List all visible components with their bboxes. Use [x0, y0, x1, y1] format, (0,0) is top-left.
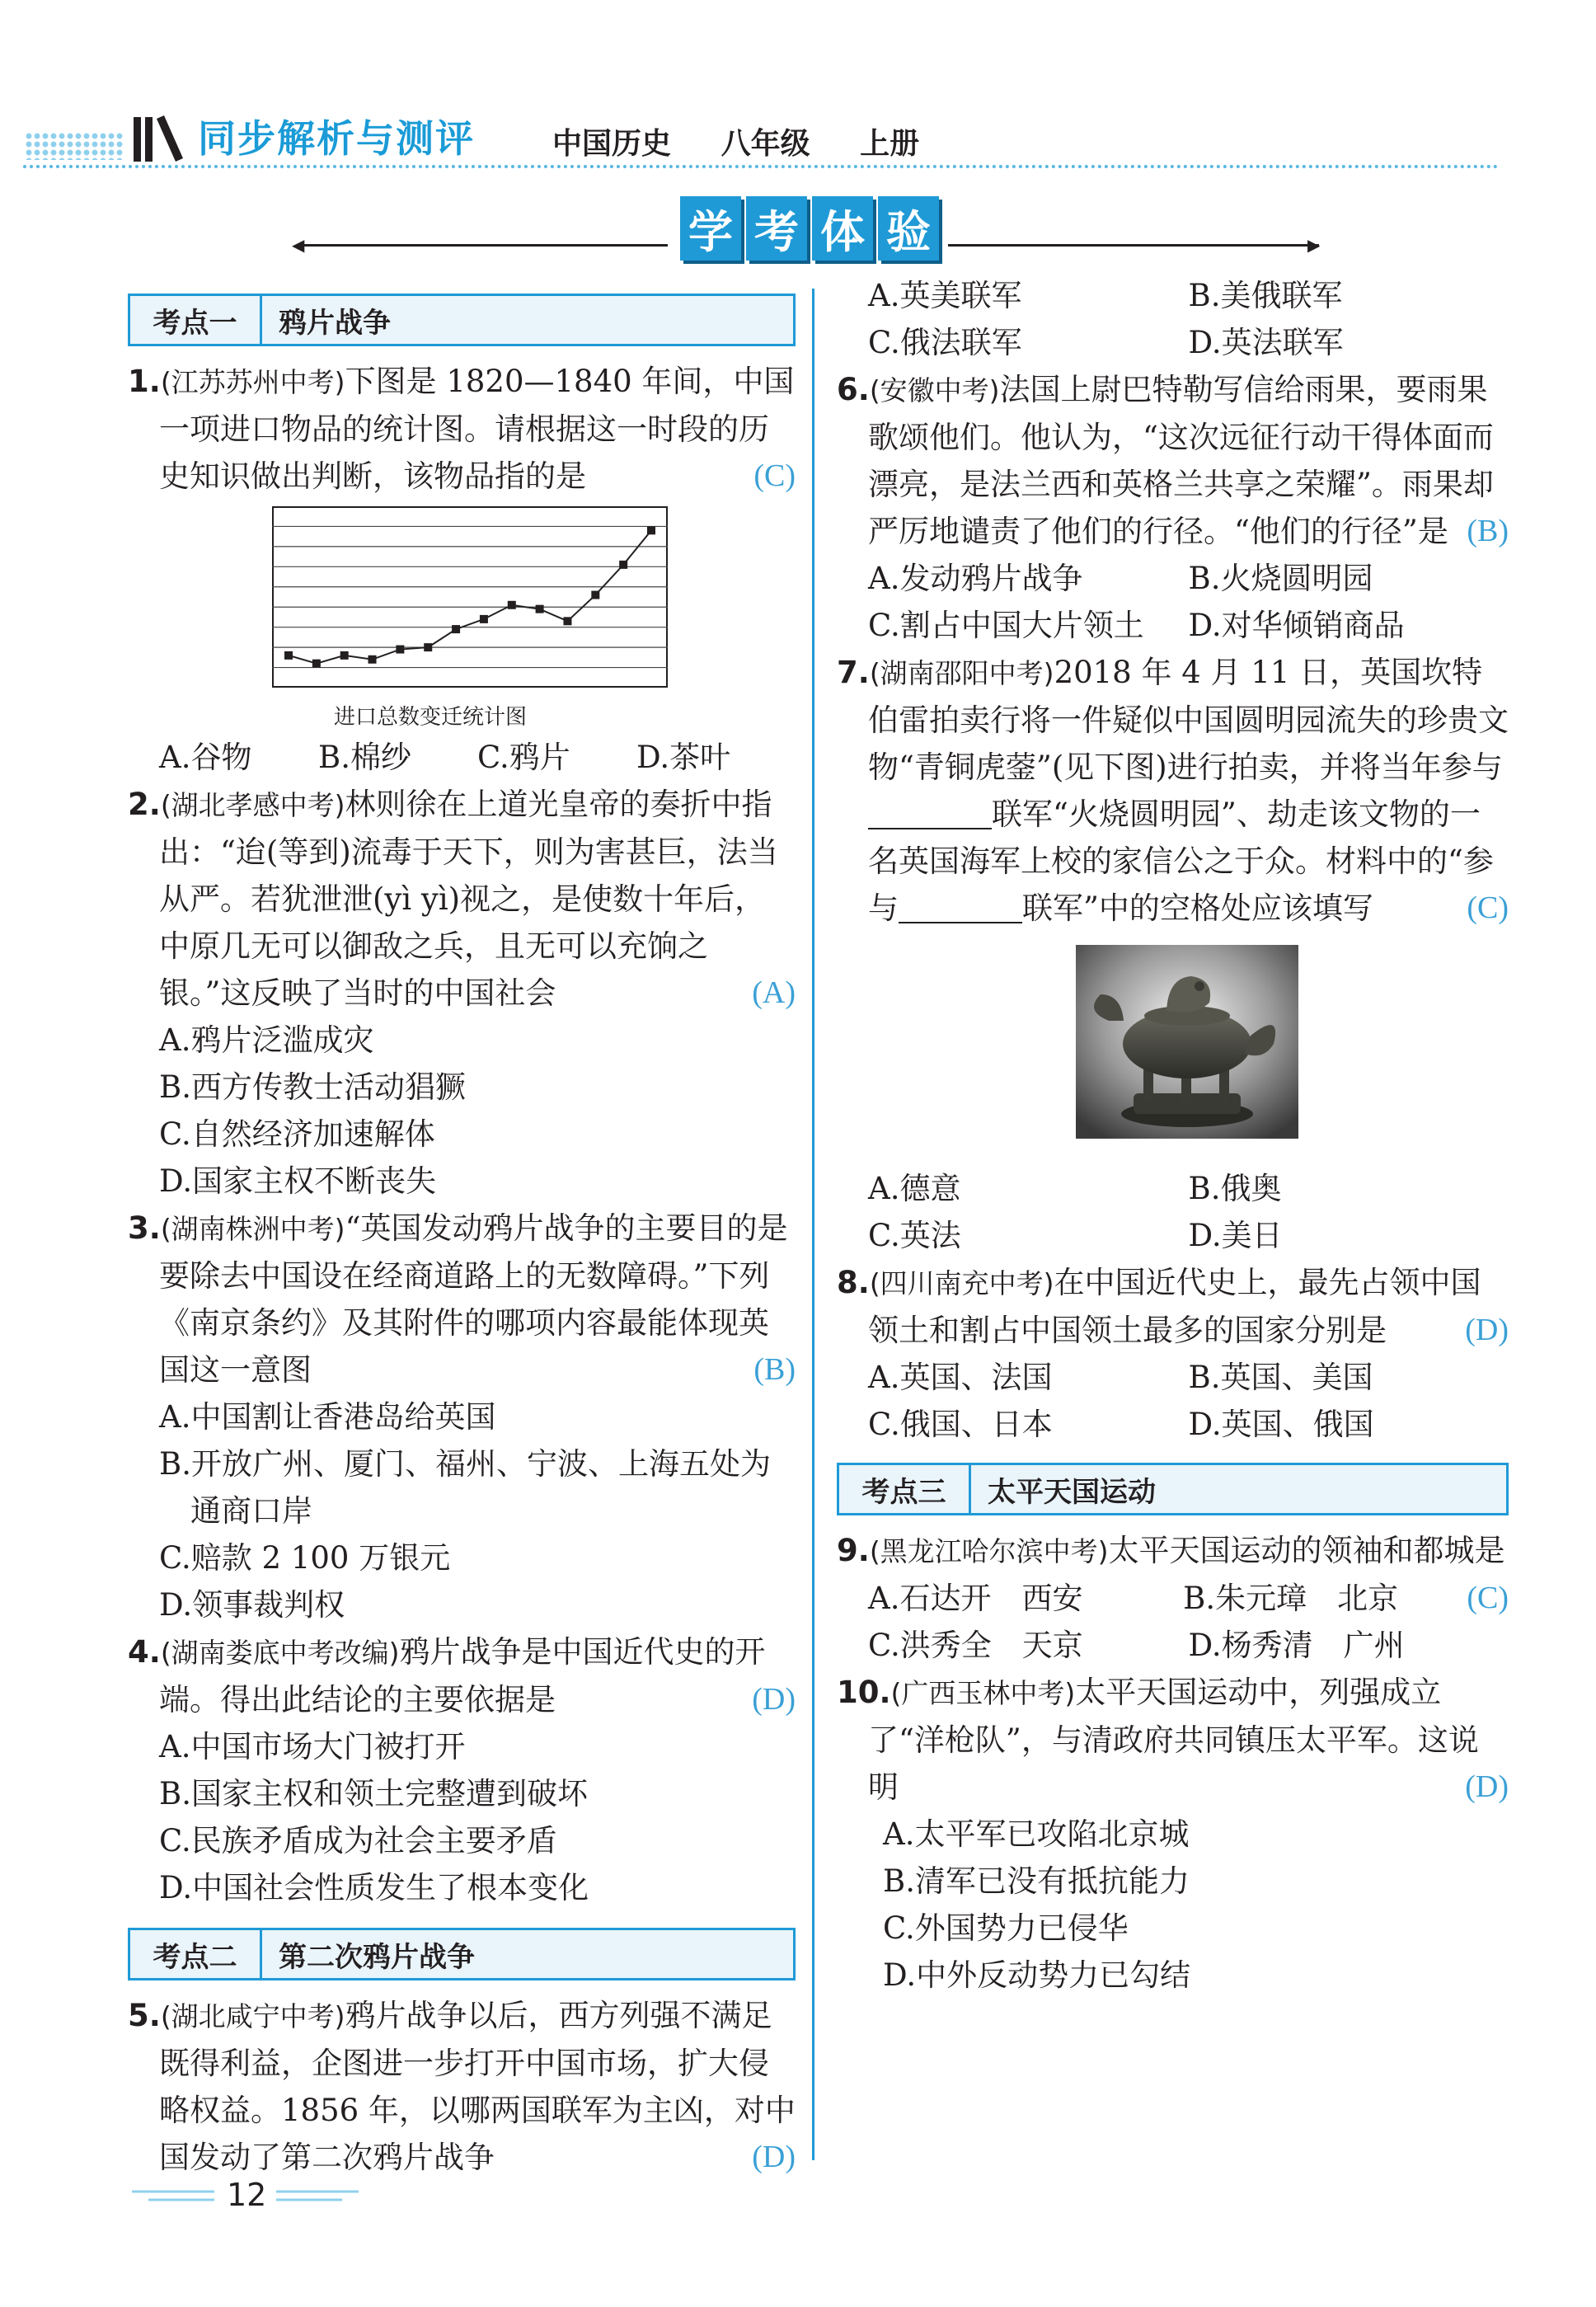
option-b: B.开放广州、厦门、福州、宁波、上海五处为通商口岸 [159, 1446, 771, 1529]
import-line-chart [272, 506, 668, 688]
left-column [128, 289, 796, 2181]
question-source: (四川南充中考) [869, 1267, 1054, 1299]
volume: 上册 [860, 127, 920, 161]
chart-point [563, 617, 571, 625]
option-b: B.火烧圆明园 [1188, 561, 1373, 596]
page-header [0, 0, 1596, 173]
question-text: 下图是 1820—1840 年间，中国一项进口物品的统计图。请根据这一时段的历史知识做出判断，该物品指的是 [159, 364, 795, 494]
question-number: 6. [837, 372, 870, 407]
option-a: A.谷物 [159, 740, 252, 775]
question-text-part-2: 联军“火烧圆明园”、劫走该文物的一名英国海军上校的家信公之于众。材料中的“参与 [868, 796, 1494, 926]
answer: (C) [753, 458, 796, 493]
question-source: (湖北孝感中考) [160, 789, 345, 821]
chart-point [284, 651, 293, 660]
series-title: 同步解析与测评 [198, 116, 475, 161]
chart-frame [273, 507, 667, 687]
question-number: 1. [128, 364, 161, 399]
dot-pattern-decoration [25, 132, 124, 160]
question-source: (江苏苏州中考) [160, 366, 345, 398]
question-number: 4. [128, 1634, 161, 1670]
subject-info [552, 120, 947, 162]
option-b: B.美俄联军 [1188, 278, 1343, 313]
page-footer [132, 2177, 379, 2218]
question-text: “英国发动鸦片战争的主要目的是要除去中国设在经商道路上的无数障碍。”下列《南京条约》及其附件的哪项内容最能体现英国这一意图 [159, 1210, 788, 1388]
question-number: 9. [837, 1533, 870, 1568]
option-c: C.自然经济加速解体 [159, 1116, 435, 1152]
chart-point [647, 526, 655, 534]
option-a: A.太平军已攻陷北京城 [883, 1816, 1190, 1852]
question-text: 太平天国运动中，列强成立了“洋枪队”，与清政府共同镇压太平军。这说明 [868, 1675, 1479, 1805]
kp-title: 第二次鸦片战争 [279, 1940, 475, 1974]
question-text: 林则徐在上道光皇帝的奏折中指出：“迨(等到)流毒于天下，则为害甚巨，法当从严。若犹泄泄(yì yì)视之，是使数十年后，中原几无可以御敌之兵，且无可以充饷之银。”这反映了当时的中国社会 [159, 787, 778, 1011]
knowledge-point-1 [128, 294, 796, 346]
question-source: (湖南株洲中考) [160, 1213, 345, 1245]
option-d: D.杨秀清 广州 [1188, 1628, 1405, 1663]
option-c: C.鸦片 [477, 740, 570, 775]
question-source: (黑龙江哈尔滨中考) [869, 1535, 1109, 1567]
option-a: A.英国、法国 [868, 1360, 1053, 1395]
option-a: A.石达开 西安 [868, 1581, 1083, 1616]
banner-char: 验 [878, 196, 939, 261]
question-text-part-3: 联军”中的空格处应该填写 [1022, 890, 1373, 926]
question-3 [128, 1205, 796, 1628]
option-a: A.英美联军 [868, 278, 1022, 313]
question-number: 8. [837, 1265, 870, 1300]
question-text-part-1: 2018 年 4 月 11 日，英国坎特伯雷拍卖行将一件疑似中国圆明园流失的珍贵文物“青铜虎蓥”(见下图)进行拍卖，并将当年参与 [868, 655, 1509, 785]
options [128, 734, 796, 781]
fill-blank-2 [899, 890, 1022, 923]
question-source: (安徽中考) [869, 374, 1000, 406]
option-d: D.英国、俄国 [1188, 1407, 1374, 1442]
chart-point [508, 601, 516, 609]
option-c: C.洪秀全 天京 [868, 1628, 1083, 1663]
book-spines-icon [132, 114, 190, 163]
option-c: C.英法 [868, 1218, 961, 1253]
page-number: 12 [227, 2177, 267, 2213]
option-a: A.鸦片泛滥成灾 [159, 1022, 374, 1058]
bronze-tiger-ying-image [1076, 945, 1298, 1139]
right-column [837, 272, 1509, 1999]
grade: 八年级 [721, 127, 810, 161]
question-source: (广西玉林中考) [890, 1677, 1076, 1709]
chart-point [452, 625, 460, 633]
answer: (B) [1467, 514, 1509, 548]
column-divider [812, 289, 814, 2160]
kp-tag: 考点一 [130, 296, 262, 344]
question-source: (湖北咸宁中考) [160, 2000, 345, 2032]
knowledge-point-2 [128, 1928, 796, 1980]
option-c: C.外国势力已侵华 [883, 1910, 1129, 1946]
chart-point [536, 605, 544, 613]
option-d: D.国家主权不断丧失 [159, 1163, 437, 1199]
answer: (B) [753, 1352, 796, 1387]
kp-tag: 考点三 [839, 1465, 971, 1513]
question-source: (湖南邵阳中考) [869, 657, 1054, 689]
option-b: B.国家主权和领土完整遭到破坏 [159, 1776, 588, 1811]
question-text: 法国上尉巴特勒写信给雨果，要雨果歌颂他们。他认为，“这次远征行动干得体面而漂亮，是法兰西和英格兰共享之荣耀”。雨果却严厉地谴责了他们的行径。“他们的行径”是 [868, 372, 1494, 549]
header-dotted-rule [23, 165, 1499, 168]
option-b: B.西方传教士活动猖獗 [159, 1069, 466, 1105]
option-d: D.领事裁判权 [159, 1587, 345, 1623]
option-c: C.赔款 2 100 万银元 [159, 1540, 451, 1576]
options [837, 1811, 1509, 1999]
option-a: A.中国市场大门被打开 [159, 1729, 466, 1764]
chart-caption: 进口总数变迁统计图 [333, 705, 527, 730]
option-d: D.中外反动势力已勾结 [883, 1957, 1191, 1993]
options [837, 1165, 1509, 1259]
option-a: A.中国割让香港岛给英国 [159, 1399, 496, 1435]
option-a: A.德意 [868, 1171, 961, 1206]
banner-line-left [297, 244, 668, 247]
chart-point [480, 615, 488, 623]
chart-point [340, 651, 349, 660]
options [837, 1575, 1509, 1669]
knowledge-point-3 [837, 1463, 1509, 1515]
option-b: B.朱元璋 北京 [1183, 1581, 1399, 1616]
options [837, 272, 1509, 366]
question-number: 10. [837, 1675, 891, 1710]
answer: (A) [752, 975, 796, 1010]
option-c: C.俄法联军 [868, 325, 1022, 360]
option-a: A.发动鸦片战争 [868, 561, 1083, 596]
question-text: 太平天国运动的领袖和都城是 [1108, 1533, 1505, 1568]
chart-point [619, 561, 627, 569]
chart-point [424, 643, 432, 651]
options [128, 1723, 796, 1911]
question-number: 5. [128, 1998, 161, 2033]
question-text: 鸦片战争是中国近代史的开端。得出此结论的主要依据是 [159, 1634, 766, 1717]
option-b: B.清军已没有抵抗能力 [883, 1863, 1190, 1899]
chart-point [591, 591, 599, 599]
answer: (D) [752, 1682, 796, 1717]
answer: (D) [752, 2140, 796, 2174]
question-number: 2. [128, 787, 161, 822]
question-source: (湖南娄底中考改编) [160, 1637, 400, 1669]
option-b: B.英国、美国 [1188, 1360, 1373, 1395]
option-c: C.俄国、日本 [868, 1407, 1053, 1442]
arrow-left-icon: ◀ [292, 235, 305, 255]
fill-blank-1 [868, 796, 992, 829]
option-c: C.割占中国大片领土 [868, 608, 1144, 643]
answer: (C) [1467, 890, 1509, 925]
question-text: 鸦片战争以后，西方列强不满足既得利益，企图进一步打开中国市场，扩大侵略权益。1856 年，以哪两国联军为主凶，对中国发动了第二次鸦片战争 [159, 1998, 796, 2175]
options [837, 555, 1509, 649]
question-5 [128, 1992, 796, 2181]
question-6 [837, 366, 1509, 649]
kp-title: 鸦片战争 [279, 306, 391, 340]
arrow-right-icon: ▶ [1307, 235, 1321, 255]
option-d: D.美日 [1188, 1218, 1283, 1253]
question-2 [128, 781, 796, 1205]
options [128, 1017, 796, 1205]
answer: (C) [1467, 1581, 1509, 1615]
question-1 [128, 358, 796, 781]
question-4 [128, 1628, 796, 1911]
option-d: D.茶叶 [636, 740, 731, 775]
answer: (D) [1465, 1769, 1509, 1804]
kp-title: 太平天国运动 [988, 1475, 1156, 1509]
chart-point [368, 655, 377, 664]
option-b: B.俄奥 [1188, 1171, 1282, 1206]
section-banner [292, 196, 1335, 270]
options [128, 1393, 796, 1628]
option-d: D.英法联军 [1188, 325, 1344, 360]
option-b: B.棉纱 [318, 740, 411, 775]
subject-name: 中国历史 [552, 127, 672, 161]
banner-char: 体 [812, 196, 873, 261]
options [837, 1354, 1509, 1448]
footer-lines-left [132, 2185, 214, 2210]
question-number: 7. [837, 655, 870, 690]
banner-line-right [948, 244, 1319, 247]
answer: (D) [1465, 1313, 1509, 1347]
chart-point [312, 660, 321, 668]
footer-lines-right [276, 2185, 359, 2210]
banner-title [680, 196, 939, 265]
question-5-options [837, 272, 1509, 366]
chart-point [396, 646, 404, 654]
option-d: D.中国社会性质发生了根本变化 [159, 1870, 589, 1905]
option-c: C.民族矛盾成为社会主要矛盾 [159, 1823, 557, 1858]
question-7 [837, 649, 1509, 1259]
question-number: 3. [128, 1210, 161, 1246]
question-text: 在中国近代史上，最先占领中国领土和割占中国领土最多的国家分别是 [868, 1265, 1481, 1348]
question-8 [837, 1259, 1509, 1448]
question-9 [837, 1527, 1509, 1669]
option-d: D.对华倾销商品 [1188, 608, 1405, 643]
kp-tag: 考点二 [130, 1930, 262, 1978]
question-10 [837, 1669, 1509, 1999]
banner-char: 学 [680, 196, 741, 261]
banner-char: 考 [746, 196, 807, 261]
